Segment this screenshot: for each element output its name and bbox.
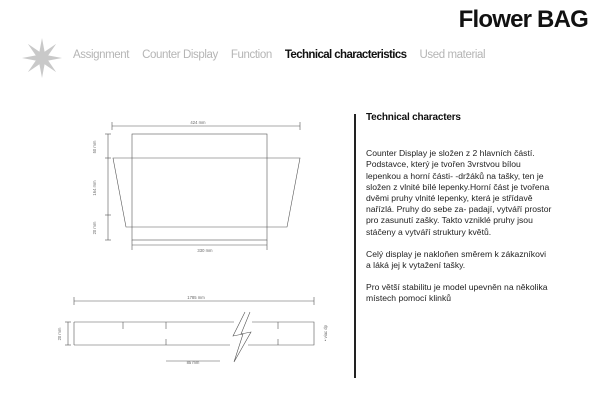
panel-title: Technical characters xyxy=(366,112,461,123)
dim-height-top-label: 50 mm xyxy=(92,140,97,154)
dim-side-right-label: • viac dp xyxy=(323,325,328,341)
dim-height-mid-label: 164 mm xyxy=(92,180,97,196)
technical-drawing xyxy=(0,100,340,400)
dim-width-label: 424 mm xyxy=(190,120,206,125)
dim-side-height-label: 20 mm xyxy=(57,327,62,341)
nav-assignment[interactable]: Assignment xyxy=(73,49,130,61)
nav-technical-characteristics[interactable]: Technical characteristics xyxy=(284,49,407,61)
panel-paragraph-3: Pro větší stabilitu je model upevněn na několika místech pomocí klinků xyxy=(366,282,548,304)
dim-base-label: 330 mm xyxy=(197,248,213,253)
dim-length-label: 1785 mm xyxy=(187,295,205,300)
panel-paragraph-2: Celý display je nakloňen směrem k zákazníkovi a láká jej k vytažení tašky. xyxy=(366,248,547,271)
panel-paragraph-1: Counter Display je složen z 2 hlavních částí. Podstavce, který je tvořen 3vrstvou bílou lepenkou a horní části- -držáků na tašky, ten je složen z vlnité bílé lepenky.Horní část je tvořena dvěmi pruhy vlnité lepenky, která je střídavě nařízlá. Pruhy do sebe za- padají, vytváří prostor pro zasunutí zašky. Takto vzniklé pruhy jsou stáčeny a vytváří struktury květů. xyxy=(366,148,552,237)
dim-height-bottom-label: 20 mm xyxy=(92,221,97,235)
flower-logo-icon[interactable] xyxy=(20,36,64,80)
top-view-tray xyxy=(113,158,300,227)
side-view-base-right xyxy=(248,322,314,345)
top-view-back-panel xyxy=(132,134,267,240)
dim-segment-label: 85 mm xyxy=(186,360,200,365)
panel-divider xyxy=(354,114,356,378)
nav-function[interactable]: Function xyxy=(230,49,272,61)
main-nav xyxy=(73,49,485,61)
technical-panel xyxy=(366,112,552,316)
side-view-base-left xyxy=(74,322,234,345)
break-mark xyxy=(233,312,251,362)
nav-used-material[interactable]: Used material xyxy=(419,49,486,61)
nav-counter-display[interactable]: Counter Display xyxy=(142,49,218,61)
brand-title: Flower BAG xyxy=(458,6,588,33)
